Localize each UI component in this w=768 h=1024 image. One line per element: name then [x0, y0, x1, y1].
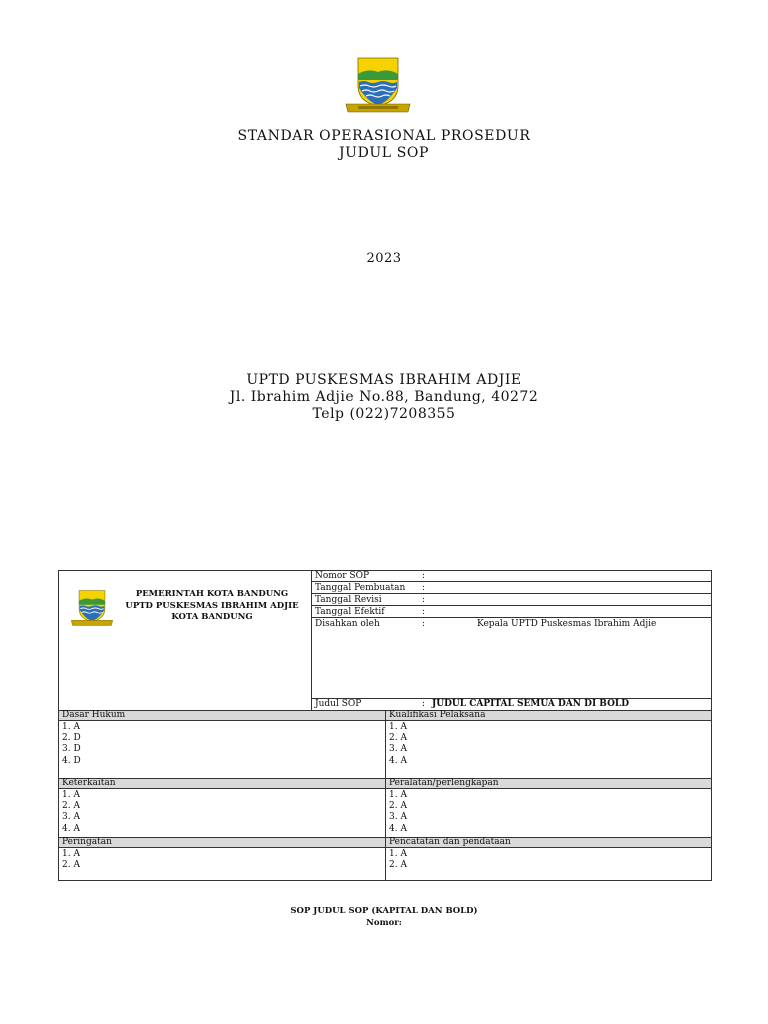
disahkan-label: Disahkan oleh [315, 619, 380, 629]
meta-label: Tanggal Revisi [315, 595, 382, 605]
list-item: 2. A [389, 801, 407, 812]
list-peralatan [389, 790, 407, 835]
list-item: 3. A [62, 812, 80, 823]
sop-table [58, 570, 712, 881]
header-org-text [117, 589, 307, 624]
list-item: 2. A [62, 801, 80, 812]
meta-colon: : [422, 583, 426, 593]
cover-org-block [0, 372, 768, 423]
disahkan-colon: : [422, 619, 426, 629]
cover-title-line2: JUDUL SOP [338, 145, 430, 161]
list-item: 1. A [389, 849, 407, 859]
meta-label: Tanggal Pembuatan [315, 583, 406, 593]
list-item: 3. A [389, 812, 407, 823]
bandung-emblem-small-icon [70, 587, 114, 629]
meta-colon: : [422, 595, 426, 605]
list-item: 1. A [62, 849, 80, 859]
sop-header-org [59, 571, 312, 710]
footer-sop-title: SOP JUDUL SOP (KAPITAL DAN BOLD) [290, 906, 478, 916]
section-title-pencatatan: Pencatatan dan pendataan [389, 837, 511, 847]
list-item: 2. D [62, 733, 81, 744]
judul-label: Judul SOP [315, 699, 362, 709]
column-divider [385, 710, 386, 881]
meta-row-tanggal-revisi [312, 595, 711, 606]
list-item: 2. A [389, 860, 407, 871]
list-kualifikasi [389, 722, 407, 767]
section-title-kualifikasi: Kualifikasi Pelaksana [389, 710, 486, 720]
list-keterkaitan [62, 790, 80, 835]
list-item: 2. A [62, 860, 80, 871]
judul-value: JUDUL CAPITAL SEMUA DAN DI BOLD [432, 699, 630, 709]
section-title-dasar-hukum: Dasar Hukum [62, 710, 126, 720]
list-pencatatan [389, 849, 407, 871]
judul-colon: : [422, 699, 426, 709]
list-item: 4. D [62, 755, 81, 766]
list-item: 3. A [389, 744, 407, 755]
cover-title-line1: STANDAR OPERASIONAL PROSEDUR [237, 128, 531, 144]
section-title-peringatan: Peringatan [62, 837, 112, 847]
sop-meta [312, 571, 711, 710]
list-item: 1. A [62, 722, 80, 732]
meta-label: Tanggal Efektif [315, 607, 385, 617]
list-peringatan [62, 849, 80, 871]
cover-org-phone: Telp (022)7208355 [312, 406, 456, 422]
meta-row-tanggal-efektif [312, 607, 711, 618]
list-item: 4. A [62, 823, 80, 834]
meta-label: Nomor SOP [315, 571, 370, 581]
meta-colon: : [422, 571, 426, 581]
cover-org-name: UPTD PUSKESMAS IBRAHIM ADJIE [246, 372, 522, 388]
section-title-keterkaitan: Keterkaitan [62, 778, 116, 788]
cover-org-address: Jl. Ibrahim Adjie No.88, Bandung, 40272 [229, 389, 539, 405]
list-item: 1. A [62, 790, 80, 800]
cover-year: 2023 [366, 251, 402, 266]
header-org-line3: KOTA BANDUNG [171, 612, 253, 622]
list-item: 1. A [389, 790, 407, 800]
list-item: 4. A [389, 755, 407, 766]
list-item: 1. A [389, 722, 407, 732]
footer [0, 905, 768, 929]
meta-row-tanggal-pembuatan [312, 583, 711, 594]
footer-nomor: Nomor: [366, 918, 402, 928]
list-item: 3. D [62, 744, 81, 755]
header-org-line1: PEMERINTAH KOTA BANDUNG [135, 589, 289, 599]
meta-row-judul [312, 698, 711, 710]
meta-colon: : [422, 607, 426, 617]
list-dasar-hukum [62, 722, 81, 767]
meta-row-disahkan [312, 619, 711, 630]
disahkan-value: Kepala UPTD Puskesmas Ibrahim Adjie [477, 619, 657, 629]
list-item: 2. A [389, 733, 407, 744]
meta-row-nomor [312, 571, 711, 582]
cover-title [0, 128, 768, 162]
header-org-line2: UPTD PUSKESMAS IBRAHIM ADJIE [125, 600, 299, 611]
bandung-emblem-icon [344, 56, 412, 114]
list-item: 4. A [389, 823, 407, 834]
section-title-peralatan: Peralatan/perlengkapan [389, 778, 499, 788]
